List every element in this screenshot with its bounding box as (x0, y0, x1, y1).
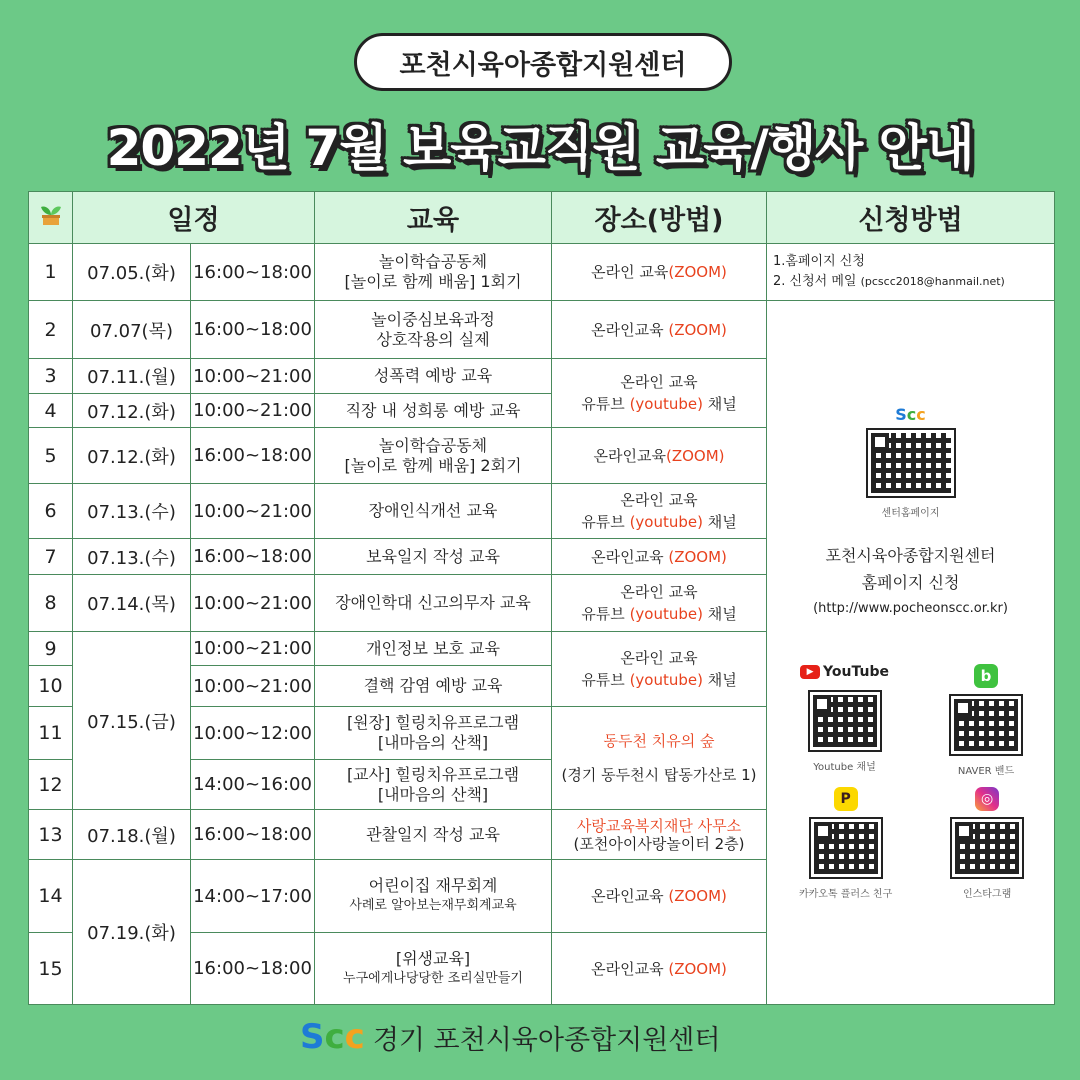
row-number: 14 (29, 860, 73, 933)
row-time: 14:00~16:00 (191, 760, 315, 810)
row-date: 07.05.(화) (73, 244, 191, 301)
center-logo-icon: Scc (300, 1017, 365, 1057)
row-number: 11 (29, 707, 73, 760)
header-schedule: 일정 (73, 192, 315, 244)
table-row (29, 301, 1055, 359)
row-date: 07.13.(수) (73, 484, 191, 539)
row-education: 장애인식개선 교육 (315, 484, 552, 539)
row-date: 07.14.(목) (73, 575, 191, 632)
org-pill: 포천시육아종합지원센터 (354, 33, 732, 91)
row-education: 놀이학습공동체 [놀이로 함께 배움] 1회기 (315, 244, 552, 301)
table-row (29, 244, 1055, 301)
youtube-qr[interactable] (810, 692, 880, 750)
qr-caption: 센터홈페이지 (881, 508, 940, 519)
row-education: 개인정보 보호 교육 (315, 632, 552, 666)
row-time: 16:00~18:00 (191, 301, 315, 359)
row-date: 07.12.(화) (73, 394, 191, 428)
row-education: [원장] 힐링치유프로그램 [내마음의 산책] (315, 707, 552, 760)
row-place: 온라인교육 (ZOOM) (552, 301, 767, 359)
youtube-icon: ▶ (800, 665, 820, 679)
naver-band-icon: b (974, 664, 998, 688)
row-education: 보육일지 작성 교육 (315, 539, 552, 575)
row-education: 놀이중심보육과정 상호작용의 실제 (315, 301, 552, 359)
instagram-qr[interactable] (952, 819, 1022, 877)
row-time: 10:00~21:00 (191, 394, 315, 428)
row-place: 온라인교육 (ZOOM) (552, 860, 767, 933)
row-date: 07.15.(금) (73, 632, 191, 810)
row-number: 7 (29, 539, 73, 575)
row-number: 8 (29, 575, 73, 632)
row-place-youtube: 온라인 교육 유튜브 (youtube) 채널 (552, 359, 767, 428)
row-place-youtube: 온라인 교육 유튜브 (youtube) 채널 (552, 484, 767, 539)
row-number: 1 (29, 244, 73, 301)
youtube-logo: ▶ YouTube (800, 664, 889, 680)
row-date: 07.12.(화) (73, 428, 191, 484)
row-number: 15 (29, 933, 73, 1005)
row-place: 온라인교육(ZOOM) (552, 428, 767, 484)
row-date: 07.07(목) (73, 301, 191, 359)
row-education: 직장 내 성희롱 예방 교육 (315, 394, 552, 428)
row-time: 16:00~18:00 (191, 244, 315, 301)
row-number: 12 (29, 760, 73, 810)
footer-text: 경기 포천시육아종합지원센터 (372, 1024, 721, 1056)
center-logo: Scc (895, 405, 926, 424)
row-date: 07.19.(화) (73, 860, 191, 1005)
page-title: 2022년 7월 보육교직원 교육/행사 안내 (106, 119, 974, 177)
row-place: 온라인 교육(ZOOM) (552, 244, 767, 301)
band-caption: NAVER 밴드 (957, 766, 1015, 777)
table-header-row (29, 192, 1055, 244)
center-signup: 홈페이지 신청 (861, 573, 960, 592)
row-place-healing: 동두천 치유의 숲 (경기 동두천시 탑동가산로 1) (552, 707, 767, 810)
youtube-block[interactable] (800, 664, 889, 777)
row-number: 2 (29, 301, 73, 359)
footer (300, 1012, 720, 1062)
row-time: 10:00~21:00 (191, 632, 315, 666)
kakao-qr[interactable] (811, 819, 881, 877)
row-number: 13 (29, 810, 73, 860)
row-education: 관찰일지 작성 교육 (315, 810, 552, 860)
homepage-qr[interactable] (868, 430, 954, 496)
row-education: [교사] 힐링치유프로그램 [내마음의 산책] (315, 760, 552, 810)
schedule-table (28, 191, 1055, 1005)
row-place: 온라인교육 (ZOOM) (552, 539, 767, 575)
band-qr[interactable] (951, 696, 1021, 754)
row-place-youtube: 온라인 교육 유튜브 (youtube) 채널 (552, 632, 767, 707)
row-number: 3 (29, 359, 73, 394)
row-number: 5 (29, 428, 73, 484)
row-date: 07.18.(월) (73, 810, 191, 860)
row-time: 16:00~18:00 (191, 428, 315, 484)
center-url[interactable]: (http://www.pocheonscc.or.kr) (813, 601, 1008, 616)
center-name: 포천시육아종합지원센터 (825, 546, 996, 565)
row-education: 장애인학대 신고의무자 교육 (315, 575, 552, 632)
band-block[interactable] (951, 664, 1021, 777)
row-education: [위생교육] 누구에게나당당한 조리실만들기 (315, 933, 552, 1005)
row-time: 16:00~18:00 (191, 810, 315, 860)
row-time: 10:00~21:00 (191, 666, 315, 707)
row-time: 16:00~18:00 (191, 933, 315, 1005)
row-time: 10:00~12:00 (191, 707, 315, 760)
signup-panel (767, 301, 1055, 1005)
row-time: 16:00~18:00 (191, 539, 315, 575)
row-time: 10:00~21:00 (191, 359, 315, 394)
row-place-foundation: 사랑교육복지재단 사무소 (포천아이사랑놀이터 2층) (552, 810, 767, 860)
header-place: 장소(방법) (552, 192, 767, 244)
row-time: 10:00~21:00 (191, 484, 315, 539)
sprout-icon (29, 192, 73, 244)
signup-methods: 1.홈페이지 신청 2. 신청서 메일 (pcscc2018@hanmail.net) (767, 244, 1055, 301)
youtube-caption: Youtube 채널 (813, 762, 876, 773)
row-education: 어린이집 재무회계 사례로 알아보는재무회계교육 (315, 860, 552, 933)
row-education: 결핵 감염 예방 교육 (315, 666, 552, 707)
row-date: 07.13.(수) (73, 539, 191, 575)
row-date: 07.11.(월) (73, 359, 191, 394)
header-education: 교육 (315, 192, 552, 244)
row-number: 6 (29, 484, 73, 539)
instagram-icon: ◎ (975, 787, 999, 811)
row-time: 10:00~21:00 (191, 575, 315, 632)
header-signup: 신청방법 (767, 192, 1055, 244)
row-place: 온라인교육 (ZOOM) (552, 933, 767, 1005)
kakao-caption: 카카오톡 플러스 친구 (798, 889, 893, 900)
row-education: 성폭력 예방 교육 (315, 359, 552, 394)
row-number: 10 (29, 666, 73, 707)
row-education: 놀이학습공동체 [놀이로 함께 배움] 2회기 (315, 428, 552, 484)
row-number: 4 (29, 394, 73, 428)
instagram-caption: 인스타그램 (962, 889, 1012, 900)
kakao-block[interactable] (799, 787, 892, 900)
instagram-block[interactable] (952, 787, 1022, 900)
row-number: 9 (29, 632, 73, 666)
row-place-youtube: 온라인 교육 유튜브 (youtube) 채널 (552, 575, 767, 632)
kakao-plus-icon: P (834, 787, 858, 811)
row-time: 14:00~17:00 (191, 860, 315, 933)
